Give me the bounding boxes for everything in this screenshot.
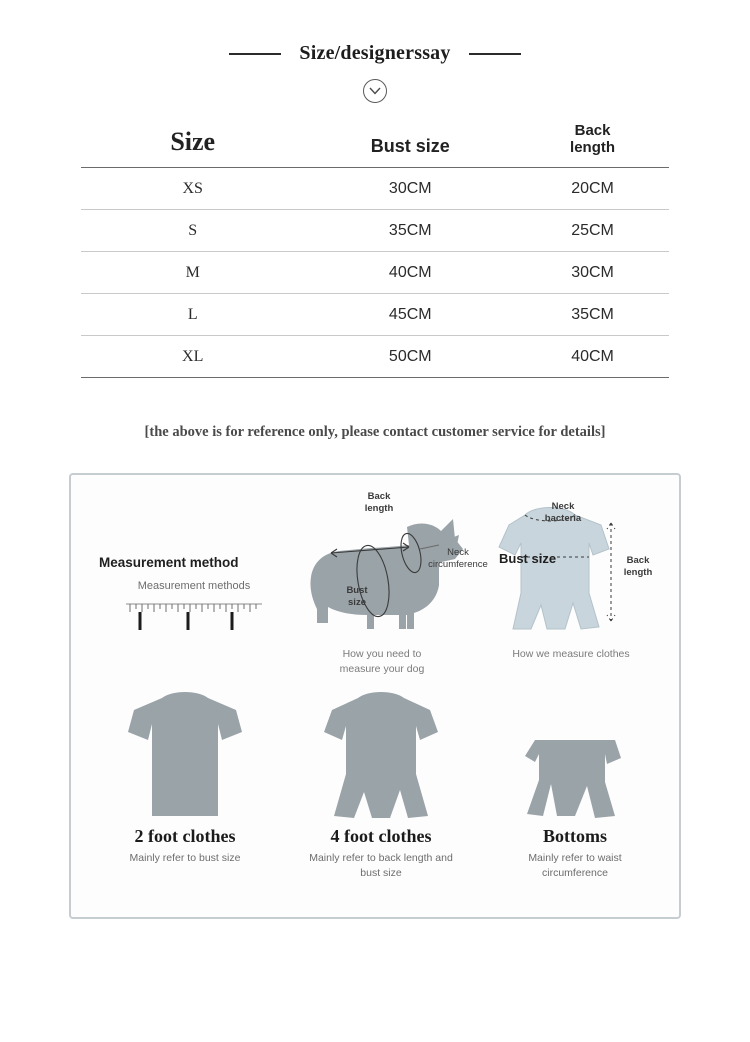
disclaimer-text: [the above is for reference only, please contact customer service for details] <box>144 423 606 440</box>
cell-size: XL <box>81 335 304 377</box>
measurement-diagram-panel <box>69 473 681 919</box>
measurement-method-block <box>99 555 289 632</box>
dog-back-length-label: Back length <box>364 490 394 514</box>
size-table-head <box>81 121 669 167</box>
page-title-row <box>0 42 750 65</box>
size-table <box>81 121 669 378</box>
table-row <box>81 335 669 377</box>
cell-bust: 30CM <box>304 167 516 209</box>
measurement-method-subtitle: Measurement methods <box>137 579 251 592</box>
cell-size: M <box>81 251 304 293</box>
measurement-method-title: Measurement method <box>99 554 239 570</box>
cell-back-length: 30CM <box>516 251 669 293</box>
dog-silhouette-icon <box>287 497 477 657</box>
cell-back-length: 35CM <box>516 293 669 335</box>
table-row <box>81 293 669 335</box>
garment-neck-label: Neck bacteria <box>544 500 582 524</box>
product-two-foot-clothes <box>95 690 275 866</box>
dog-bust-size-label: Bust size <box>346 584 368 608</box>
size-table-body <box>81 167 669 377</box>
two-foot-clothes-title: 2 foot clothes <box>134 825 236 846</box>
column-header-back-length: Back length <box>516 121 669 167</box>
four-foot-clothes-title: 4 foot clothes <box>330 825 432 846</box>
cell-size: L <box>81 293 304 335</box>
ruler-icon <box>99 598 289 632</box>
dog-measure-caption: How you need to measure your dog <box>339 647 425 675</box>
column-header-size: Size <box>81 121 304 167</box>
dog-neck-circumference-label: Neck circumference <box>428 546 488 570</box>
two-foot-clothes-subtitle: Mainly refer to bust size <box>129 851 241 864</box>
cell-back-length: 25CM <box>516 209 669 251</box>
title-rule-right <box>469 53 521 55</box>
cell-bust: 45CM <box>304 293 516 335</box>
table-row <box>81 167 669 209</box>
bottoms-icon <box>491 736 659 818</box>
cell-back-length: 20CM <box>516 167 669 209</box>
size-chart <box>81 121 669 378</box>
bottoms-subtitle: Mainly refer to waist circumference <box>528 851 622 879</box>
product-four-foot-clothes <box>283 690 479 881</box>
garment-back-length-label: Back length <box>623 554 653 578</box>
table-row <box>81 209 669 251</box>
cell-bust: 40CM <box>304 251 516 293</box>
title-rule-left <box>229 53 281 55</box>
cell-size: S <box>81 209 304 251</box>
cell-back-length: 40CM <box>516 335 669 377</box>
chevron-down-circle-icon[interactable] <box>363 79 387 103</box>
garment-bust-size-label: Bust size <box>499 550 557 566</box>
garment-measure-block <box>481 497 661 677</box>
cell-bust: 35CM <box>304 209 516 251</box>
table-row <box>81 251 669 293</box>
column-header-bust: Bust size <box>304 121 516 167</box>
cell-size: XS <box>81 167 304 209</box>
garment-measure-caption: How we measure clothes <box>512 647 630 660</box>
cell-bust: 50CM <box>304 335 516 377</box>
product-bottoms <box>491 690 659 881</box>
table-header-row <box>81 121 669 167</box>
two-foot-clothes-icon <box>95 690 275 818</box>
expand-section[interactable] <box>0 79 750 103</box>
page-title: Size/designerssay <box>299 42 451 64</box>
bottoms-title: Bottoms <box>543 825 607 846</box>
four-foot-clothes-icon <box>283 690 479 818</box>
dog-measure-block <box>287 490 488 677</box>
four-foot-clothes-subtitle: Mainly refer to back length and bust size <box>309 851 453 879</box>
